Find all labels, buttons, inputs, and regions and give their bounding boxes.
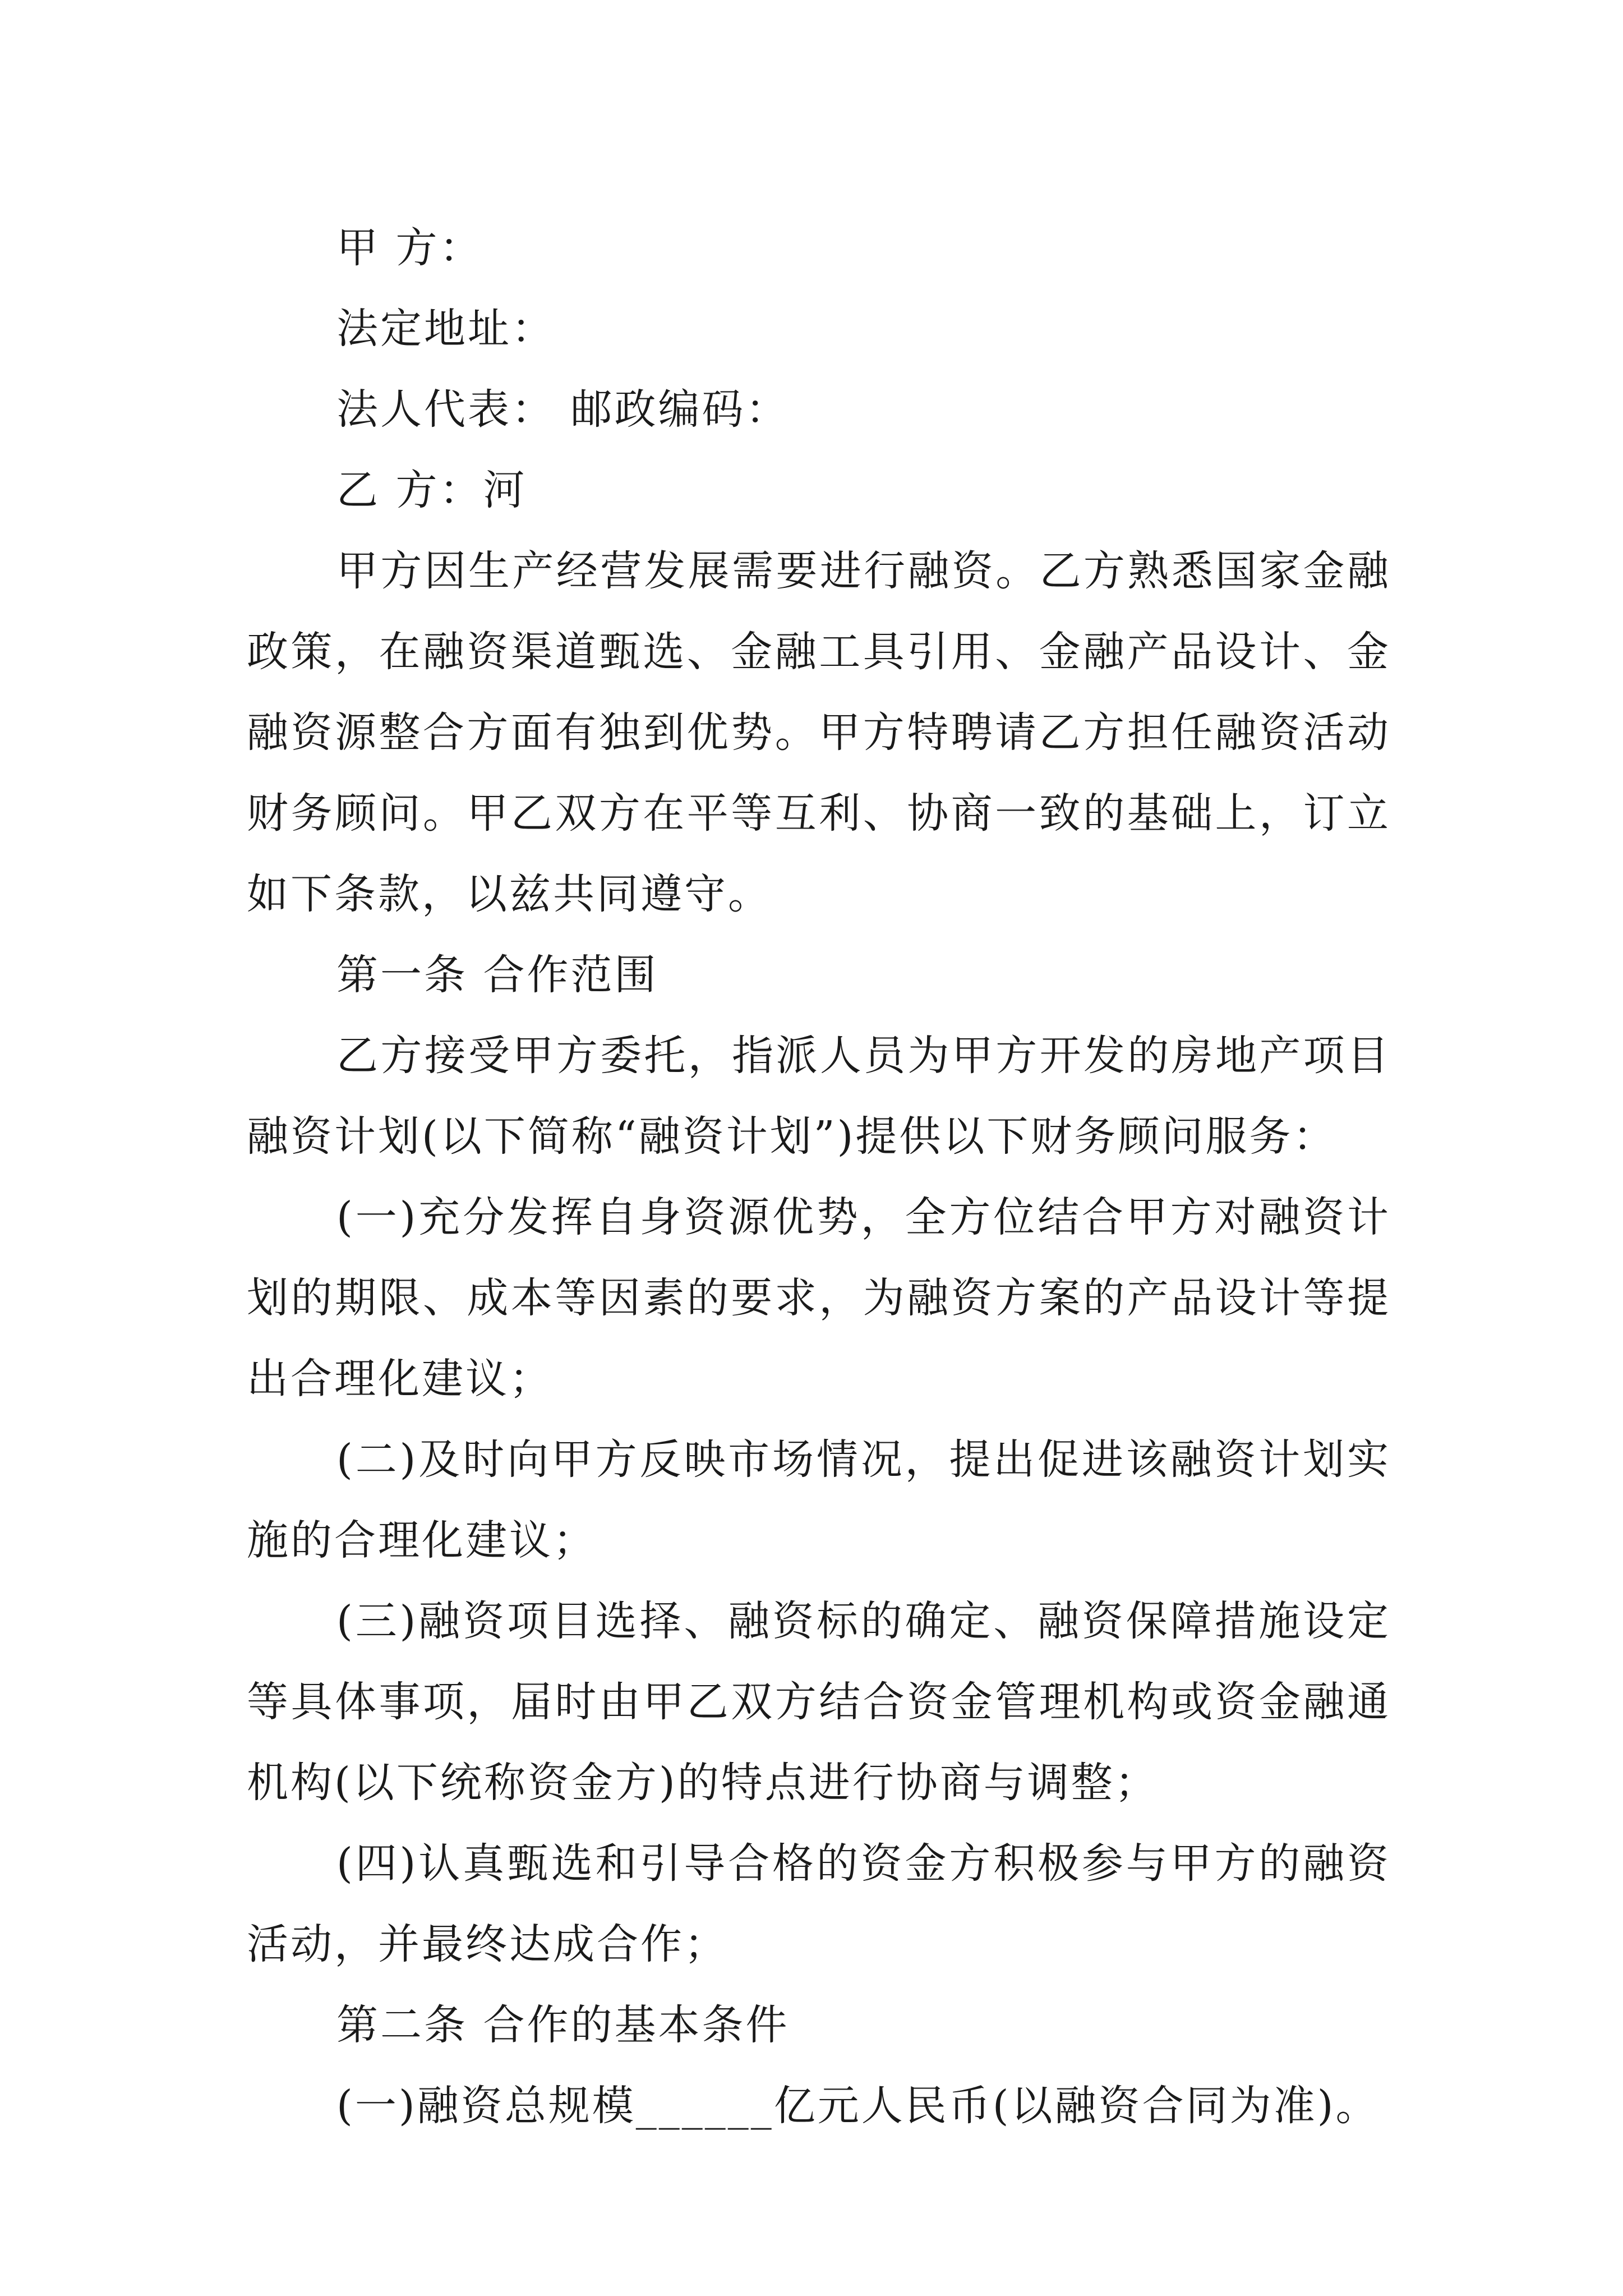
party-b-line: 乙 方：河 xyxy=(336,466,527,514)
document-body xyxy=(247,208,1391,2146)
article-1-item-2: (二)及时向甲方反映市场情况，提出促进该融资计划实施的合理化建议； xyxy=(247,1435,1391,1565)
article-2-item-1: (一)融资总规模______亿元人民币(以融资合同为准)。 xyxy=(336,2082,1380,2130)
article-1-item-4: (四)认真甄选和引导合格的资金方积极参与甲方的融资活动，并最终达成合作； xyxy=(247,1839,1391,1968)
article-2-heading: 第二条 合作的基本条件 xyxy=(336,2001,790,2049)
party-a-line: 甲 方： xyxy=(336,224,483,272)
article-1-item-1: (一)充分发挥自身资源优势，全方位结合甲方对融资计划的期限、成本等因素的要求，为融资方案的产品设计等提出合理化建议； xyxy=(247,1193,1391,1403)
article-1-heading: 第一条 合作范围 xyxy=(336,951,658,999)
legal-representative-line: 法人代表： 邮政编码： xyxy=(336,385,790,434)
article-1-item-3: (三)融资项目选择、融资标的确定、融资保障措施设定等具体事项，届时由甲乙双方结合资金管理机构或资金融通机构(以下统称资金方)的特点进行协商与调整； xyxy=(247,1597,1391,1807)
preamble-paragraph: 甲方因生产经营发展需要进行融资。乙方熟悉国家金融政策，在融资渠道甄选、金融工具引用、金融产品设计、金融资源整合方面有独到优势。甲方特聘请乙方担任融资活动财务顾问。甲乙双方在平等互利、协商一致的基础上，订立如下条款，以兹共同遵守。 xyxy=(247,547,1391,918)
legal-address-line: 法定地址： xyxy=(336,305,555,353)
article-1-intro: 乙方接受甲方委托，指派人员为甲方开发的房地产项目融资计划(以下简称“融资计划”)提供以下财务顾问服务： xyxy=(247,1032,1391,1161)
